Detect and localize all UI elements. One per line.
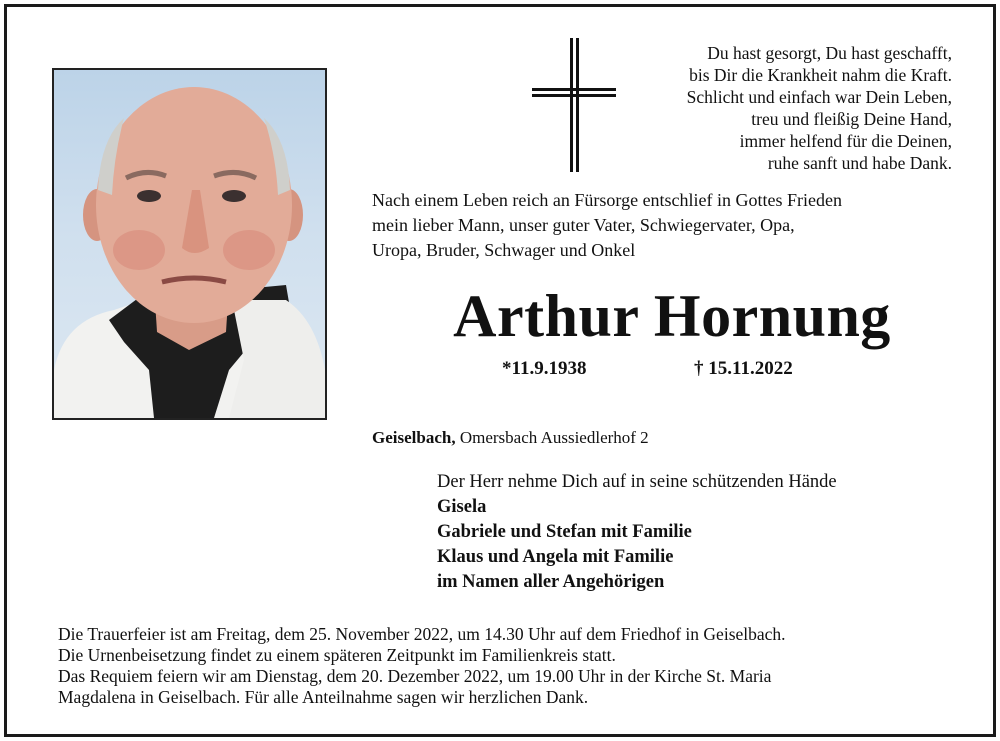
poem-line: treu und fleißig Deine Hand, — [751, 109, 952, 129]
poem-line: Du hast gesorgt, Du hast geschafft, — [707, 43, 952, 63]
mourner-name: im Namen aller Angehörigen — [437, 572, 665, 592]
footer-line: Die Trauerfeier ist am Freitag, dem 25. November 2022, um 14.30 Uhr auf dem Friedhof in Geiselbach. — [58, 624, 786, 644]
intro-text — [372, 188, 972, 263]
address — [372, 428, 649, 448]
poem — [687, 42, 952, 174]
birth-date: *11.9.1938 — [502, 358, 587, 379]
footer-line: Magdalena in Geiselbach. Für alle Anteilnahme sagen wir herzlichen Dank. — [58, 687, 589, 707]
intro-line: mein lieber Mann, unser guter Vater, Schwiegervater, Opa, — [372, 215, 795, 235]
deceased-name: Arthur Hornung — [453, 283, 891, 349]
portrait-photo — [52, 68, 327, 420]
footer-line: Das Requiem feiern wir am Dienstag, dem 20. Dezember 2022, um 19.00 Uhr in der Kirche St. Maria — [58, 666, 772, 686]
poem-line: immer helfend für die Deinen, — [739, 131, 952, 151]
cross-icon — [528, 38, 620, 172]
portrait-illustration — [54, 70, 325, 418]
footer-line: Die Urnenbeisetzung findet zu einem späteren Zeitpunkt im Familienkreis statt. — [58, 645, 616, 665]
service-details — [58, 624, 978, 708]
death-date: † 15.11.2022 — [694, 358, 793, 379]
intro-line: Uropa, Bruder, Schwager und Onkel — [372, 240, 636, 260]
poem-line: Schlicht und einfach war Dein Leben, — [686, 87, 952, 107]
poem-line: bis Dir die Krankheit nahm die Kraft. — [689, 65, 952, 85]
address-street: Omersbach Aussiedlerhof 2 — [459, 428, 649, 447]
poem-line: ruhe sanft und habe Dank. — [767, 153, 952, 173]
mourners-block — [437, 470, 837, 595]
intro-line: Nach einem Leben reich an Fürsorge entschlief in Gottes Frieden — [372, 190, 843, 210]
mourner-name: Gabriele und Stefan mit Familie — [437, 522, 692, 542]
mourner-name: Gisela — [437, 497, 487, 517]
mourner-name: Klaus und Angela mit Familie — [437, 547, 674, 567]
mourners-verse: Der Herr nehme Dich auf in seine schützenden Hände — [437, 472, 837, 492]
address-town: Geiselbach, — [372, 428, 456, 447]
